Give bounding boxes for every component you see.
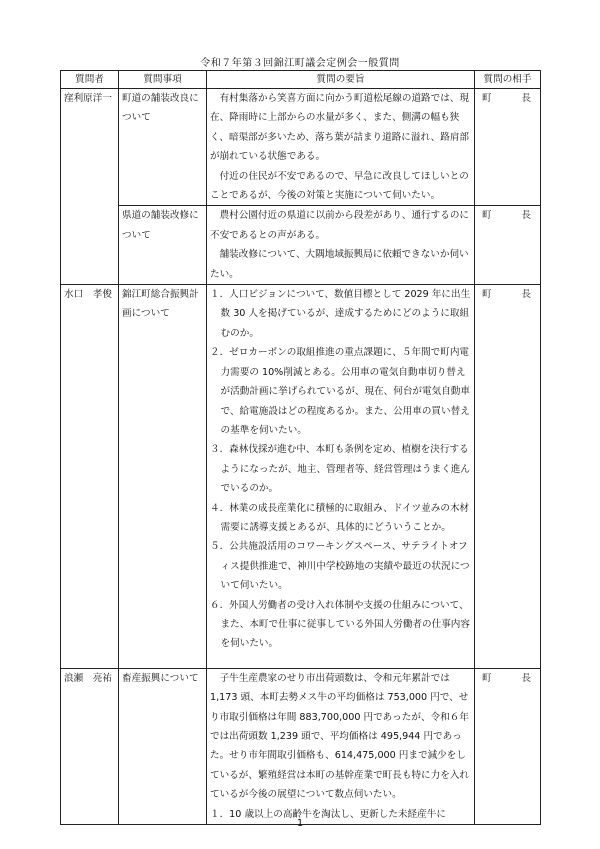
summary-item: ５．公共施設活用のコワーキングスペース、サテライトオフィス提供推進で、神川中学校跡地の実績や最近の状況について伺いたい。 [210, 541, 470, 592]
summary-item: ６．外国人労働者の受け入れ体制や支援の仕組みについて、また、本町で仕事に従事している外国人労働者の仕事内容を伺いたい。 [210, 599, 470, 650]
askee-char: 長 [521, 210, 531, 222]
summary-paragraph: 農村公園付近の県道に以前から段差があり、通行するのに不安であるとの声がある。 [210, 210, 470, 241]
summary-item: ２．ゼロカーボンの取組推進の重点課題に、５年間で町内電力需要の 10%削減とある。公用車の電気自動車切り替えが活動計画に挙げられているが、現在、何台が電気自動車で、給電施設はどの程度あるか。また、公用車の買い替えの基準を伺いたい。 [210, 347, 470, 436]
header-askee: 質問の相手 [475, 71, 541, 89]
table-header-row [61, 71, 541, 89]
topic-cell: 畜産振興について [119, 668, 207, 824]
question-table [60, 70, 541, 825]
askee-char: 長 [521, 672, 531, 684]
askee-char: 町 [482, 93, 492, 104]
askee-char: 長 [521, 289, 531, 301]
table-row [61, 668, 541, 824]
topic-cell: 錦江町総合振興計画について [119, 285, 207, 669]
askee-char: 長 [521, 93, 531, 104]
summary-item: １．10 歳以上の高齢牛を淘汰し、更新した未経産牛に [210, 808, 446, 820]
summary-paragraph: 有村集落から笑喜方面に向かう町道松尾線の道路では、現在、降雨時に上部からの水量が多く、また、側溝の幅も狭く、暗渠部が多いため、落ち葉が詰まり道路に溢れ、路肩部が崩れている状態である。 [210, 93, 470, 163]
askee-cell [475, 89, 541, 206]
topic-cell: 県道の舗装改修について [119, 206, 207, 285]
summary-cell [207, 206, 475, 285]
summary-paragraph: 舗装改修について、大隅地域振興局に依頼できないか伺いたい。 [210, 249, 469, 280]
summary-paragraph: 子牛生産農家のせり市出荷頭数は、令和元年累計では 1,173 頭、本町去勢メス牛の平均価格は 753,000 円で、せり市取引価格は年間 883,700,000 円であったが、令和６年では出荷頭数 1,239 頭で、平均価格は 495,944 円であった。せり市年間取引価格も、614,475,000 円まで減少をしているが、繁殖経営は本町の基幹産業で町長も特に力を入れているが今後の展望について数点伺いたい。 [210, 672, 470, 801]
questioner-cell: 水口 孝俊 [61, 285, 119, 669]
header-topic: 質問事項 [119, 71, 207, 89]
askee-char: 町 [482, 672, 492, 684]
askee-cell [475, 206, 541, 285]
questioner-cell: 浪瀬 亮祐 [61, 668, 119, 824]
summary-cell [207, 285, 475, 669]
summary-item: １．人口ビジョンについて、数値目標として 2029 年に出生数 30 人を掲げているが、達成するためにどのように取組むのか。 [210, 289, 471, 339]
summary-item: ４．林業の成長産業化に積極的に取組み、ドイツ並みの木材需要に誘導支援とあるが、具体的にどういうことか。 [210, 502, 470, 533]
topic-cell: 町道の舗装改良について [119, 89, 207, 206]
page-number: 1 [296, 818, 304, 829]
header-summary: 質問の要旨 [207, 71, 475, 89]
askee-cell [475, 668, 541, 824]
table-row [61, 206, 541, 285]
header-questioner: 質問者 [61, 71, 119, 89]
askee-cell [475, 285, 541, 669]
table-row [61, 285, 541, 669]
askee-char: 町 [482, 289, 492, 301]
summary-cell [207, 668, 475, 824]
summary-paragraph: 付近の住民が不安であるので、早急に改良してほしいとのことであるが、今後の対策と実施について伺いたい。 [210, 170, 469, 202]
summary-cell [207, 89, 475, 206]
askee-char: 町 [482, 210, 492, 222]
questioner-cell: 窪利原洋一 [61, 89, 119, 285]
table-row [61, 89, 541, 206]
document-title: 令和７年第３回錦江町議会定例会一般質問 [200, 58, 400, 69]
summary-item: ３．森林伐採が進む中、本町も条例を定め、植樹を決行するようになったが、地主、管理者等、経営管理はうまく進んでいるのか。 [210, 444, 470, 495]
